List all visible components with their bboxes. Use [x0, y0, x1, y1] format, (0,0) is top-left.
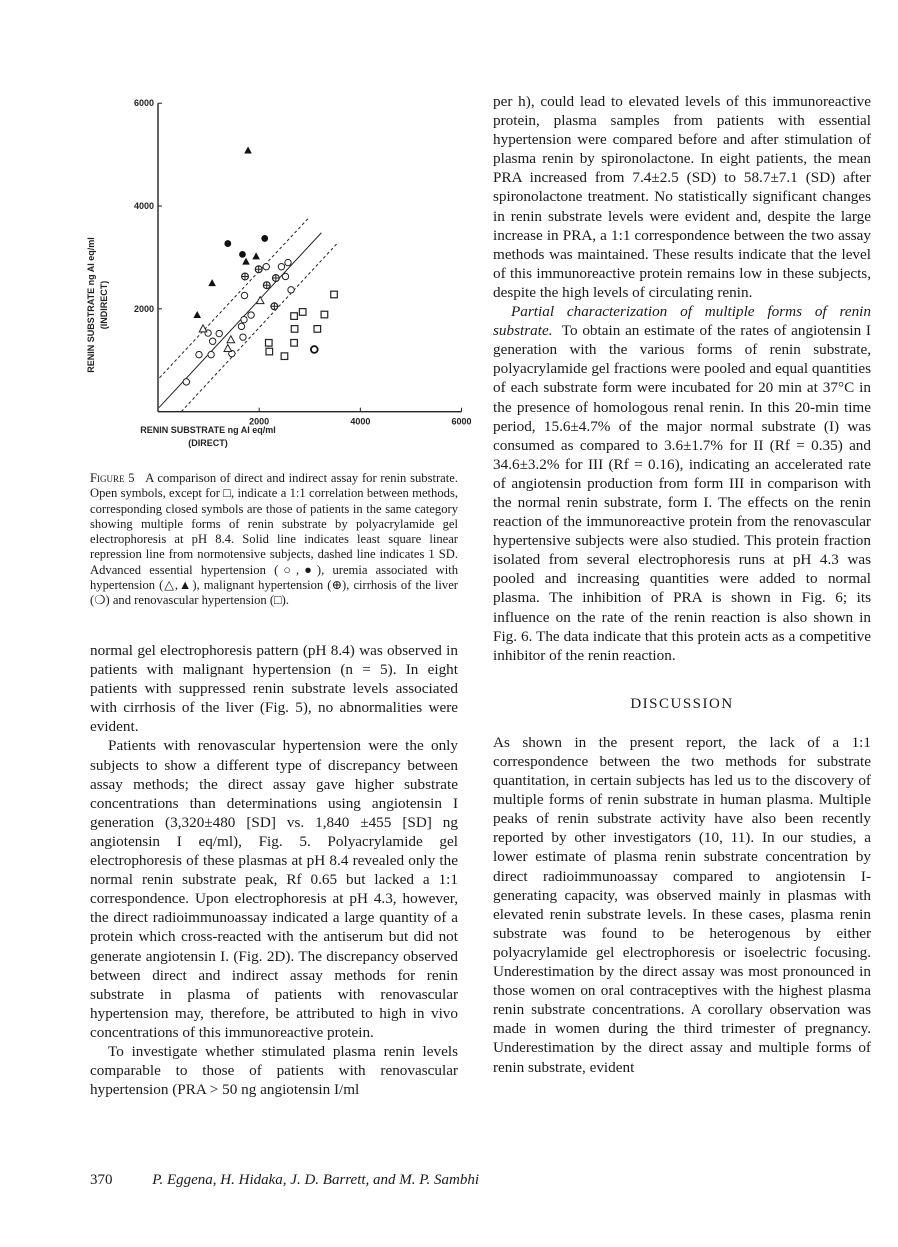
- y-tick-label: 6000: [133, 98, 154, 109]
- open-square-point: [291, 313, 298, 320]
- open-square-point: [321, 311, 328, 318]
- open-circle-point: [263, 264, 269, 270]
- open-circle-point: [241, 316, 247, 322]
- left-column-text: [90, 641, 458, 1099]
- open-square-point: [331, 291, 338, 298]
- paragraph: [493, 302, 871, 665]
- open-circle-point: [248, 312, 254, 318]
- circled-plus-point: [242, 273, 249, 280]
- y-tick-label: 4000: [133, 201, 154, 212]
- x-tick-label: 2000: [249, 416, 270, 427]
- paragraph: Patients with renovascular hypertension were the only subjects to show a different type of discrepancy between assay methods; the direct assay gave higher substrate concentrations than determinations using angiotensin I generation (3,320±480 [SD] vs. 1,840 ±455 [SD] ng angiotensin I eq/ml), Fig. 5. Polyacrylamide gel electrophoresis of these plasmas at pH 8.4 revealed only the normal renin substrate peak, Rf 0.65 but lacked a 1:1 correspondence. Upon electrophoresis at pH 4.3, however, the direct radioimmunoassay indicated a large quantity of a protein which cross-reacted with the antiserum but did not generate angiotensin I. (Fig. 2D). The discrepancy observed between direct and indirect assay methods for renin substrate in plasma of patients with renovascular hypertension may, therefore, be attributed to high in vivo concentrations of this immunoreactive protein.: [90, 737, 458, 1041]
- open-square-point: [291, 326, 298, 333]
- x-tick-label: 4000: [350, 416, 371, 427]
- paragraph: per h), could lead to elevated levels of this immunoreactive protein, plasma samples from patients with essential hypertension were compared before and after stimulation of plasma renin by spironolactone. In eight patients, the mean PRA increased from 7.4±2.5 (SD) to 58.7±7.1 (SD) after spironolactone treatment. No statistically significant changes in renin substrate levels were evident and, despite the large increase in PRA, a 1:1 correspondence between the two assay methods was maintained. These results indicate that the level of this immunoreactive protein remains low in these subjects, despite the high levels of circulating renin.: [493, 93, 871, 301]
- circled-plus-point: [263, 282, 270, 289]
- open-circle-point: [241, 292, 247, 298]
- circled-plus-point: [272, 275, 279, 282]
- open-circle-point: [240, 334, 246, 340]
- figure-caption: [90, 471, 458, 609]
- y-axis-label: RENIN SUBSTRATE ng AI eq/ml: [86, 237, 96, 373]
- open-circle-point: [208, 351, 214, 357]
- page-footer: [90, 1172, 479, 1189]
- running-authors: P. Eggena, H. Hidaka, J. D. Barrett, and M. P. Sambhi: [152, 1172, 480, 1188]
- open-circle-point: [209, 338, 215, 344]
- x-axis-label-sub: (DIRECT): [188, 438, 228, 448]
- filled-circle-point: [224, 240, 231, 247]
- filled-triangle-point: [242, 258, 250, 265]
- subsection-heading: Partial characterization of multiple forms of renin substrate.: [493, 303, 871, 340]
- filled-circle-point: [239, 251, 246, 258]
- open-circle-point: [216, 330, 222, 336]
- caption-text: A comparison of direct and indirect assay for renin substrate. Open symbols, except for □, indicate a 1:1 correlation between methods, corresponding closed symbols are those of patients in the same category showing multiple forms of renin substrate by polyacrylamide gel electrophoresis at pH 8.4. Solid line indicates least square linear repression line from normotensive subjects, dashed line indicates 1 SD. Advanced essential hypertension (○,●), uremia associated with hypertension (△,▲), malignant hypertension (⊕), cirrhosis of the liver (❍) and renovascular hypertension (□).: [90, 471, 458, 608]
- paragraph-body: To obtain an estimate of the rates of angiotensin I generation with the various forms of renin substrate, polyacrylamide gel fractions were pooled and equal quantities of each substrate form were incubated for 20 min at 37°C in the presence of homologous renal renin. In this 20-min time period, 15.6±4.7% of the major normal substrate (I) was consumed as compared to 3.6±1.7% for II (Rf = 0.35) and 34.6±3.2% for III (Rf = 0.16), indicating an accelerated rate of angiotensin production from form III in comparison with the normal renin substrate, form I. The effects on the renin reaction of the immunoreactive protein from the renovascular hypertensive subjects were also studied. This protein fraction isolated from several electrophoresis runs at pH 4.3 was pooled and increasing quantities were added to normal plasma. The inhibition of PRA is shown in Fig. 6; its influence on the rate of the renin reaction is also shown in Fig. 6. The data indicate that this protein acts as a competitive inhibitor of the renin reaction.: [493, 322, 871, 664]
- circled-plus-point: [255, 266, 262, 273]
- open-square-point: [265, 340, 272, 347]
- filled-circle-point: [261, 235, 268, 242]
- open-triangle-point: [256, 297, 264, 304]
- open-circle-point: [282, 273, 288, 279]
- open-square-point: [314, 326, 321, 333]
- paragraph: To investigate whether stimulated plasma renin levels comparable to those of patients with renovascular hypertension (PRA > 50 ng angiotensin I/ml: [90, 1042, 458, 1099]
- filled-triangle-point: [208, 279, 216, 286]
- section-heading-discussion: DISCUSSION: [630, 695, 734, 712]
- figure-5-scatter-chart: [80, 90, 480, 470]
- filled-triangle-point: [244, 147, 252, 154]
- open-circle-point: [196, 351, 202, 357]
- page-number: 370: [90, 1172, 113, 1188]
- right-column-text: [493, 92, 871, 1077]
- paragraph: As shown in the present report, the lack of a 1:1 correspondence between the two methods for substrate quantitation, in certain subjects has led us to the discovery of multiple forms of renin substrate in human plasma. Multiple peaks of renin substrate activity have also been recently reported by other investigators (10, 11). In our studies, a lower estimate of plasma renin substrate concentration by direct radioimmunoassay compared to angiotensin I-generating capacity, was observed mainly in plasmas with elevated renin substrate levels. In these cases, plasma renin substrate was found to be heterogenous by either polyacrylamide gel electrophoresis or isoelectric focusing. Underestimation by the direct assay was most pronounced in those women on oral contraceptives with the highest plasma renin substrate concentrations. A corollary observation was made in women during the third trimester of pregnancy. Underestimation by the direct assay and multiple forms of renin substrate, evident: [493, 733, 871, 1076]
- open-square-point: [291, 340, 298, 347]
- open-circle-point: [183, 379, 189, 385]
- open-square-point: [299, 309, 306, 316]
- bold-circle-point: [311, 346, 318, 353]
- tick-labels: [134, 98, 472, 427]
- y-axis-label-sub: (INDIRECT): [99, 280, 109, 330]
- open-square-point: [266, 348, 273, 355]
- open-circle-point: [285, 259, 291, 265]
- x-tick-label: 6000: [451, 416, 472, 427]
- figure-label: Figure 5: [90, 471, 135, 485]
- x-axis-label: RENIN SUBSTRATE ng AI eq/ml: [140, 425, 276, 435]
- filled-triangle-point: [252, 252, 260, 259]
- open-circle-point: [288, 287, 294, 293]
- circled-plus-point: [271, 303, 278, 310]
- open-triangle-point: [227, 336, 235, 343]
- paragraph: normal gel electrophoresis pattern (pH 8.4) was observed in patients with malignant hypertension (n = 5). In eight patients with suppressed renin substrate levels associated with cirrhosis of the liver (Fig. 5), no abnormalities were evident.: [90, 642, 458, 736]
- chart-axes: [158, 103, 462, 412]
- filled-triangle-point: [193, 311, 201, 318]
- y-tick-label: 2000: [133, 303, 154, 314]
- open-triangle-point: [224, 344, 232, 351]
- open-circle-point: [278, 264, 284, 270]
- open-square-point: [281, 353, 288, 360]
- open-circle-point: [238, 323, 244, 329]
- data-points: [183, 147, 337, 386]
